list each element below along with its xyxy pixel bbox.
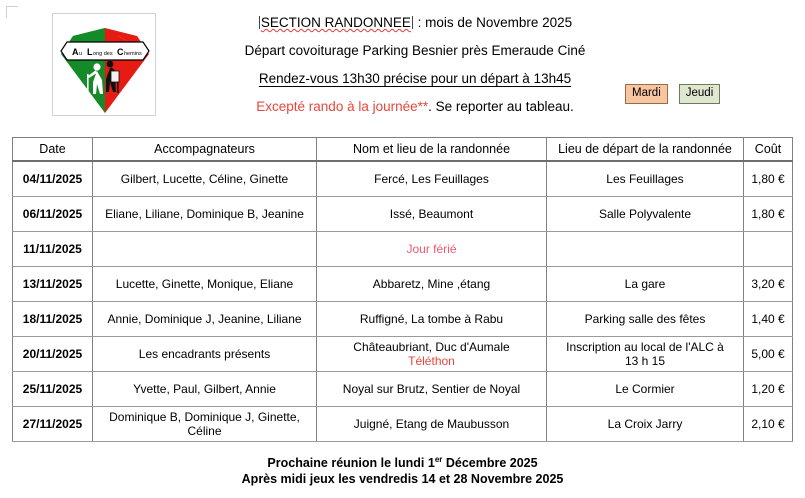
cell-nom-lieu bbox=[317, 302, 547, 337]
day-legend bbox=[625, 83, 731, 104]
logo-banner-initial-a: A bbox=[72, 47, 79, 57]
cell-lieu-depart-line1: Parking salle des fêtes bbox=[584, 312, 706, 326]
cell-accompagnateurs-line1: Les encadrants présents bbox=[138, 347, 271, 361]
table-header-row bbox=[13, 138, 793, 162]
cell-lieu-depart-line1: Le Cormier bbox=[615, 382, 675, 396]
footer-games-note: Après midi jeux les vendredis 14 et 28 Novembre 2025 bbox=[241, 472, 564, 487]
text-cursor-2 bbox=[412, 16, 413, 29]
header-title-main: SECTION RANDONNEE bbox=[260, 15, 411, 30]
cell-accompagnateurs-line1: Dominique B, Dominique J, Ginette, bbox=[109, 410, 300, 424]
table-row bbox=[13, 232, 793, 267]
column-header-date: Date bbox=[13, 138, 93, 162]
cell-accompagnateurs-line1: Yvette, Paul, Gilbert, Annie bbox=[133, 382, 276, 396]
table-row bbox=[13, 372, 793, 407]
cell-nom-lieu-line1: Châteaubriant, Duc d'Aumale bbox=[353, 340, 510, 354]
cell-lieu-depart-line1: Salle Polyvalente bbox=[598, 207, 692, 221]
column-header-lieu-depart: Lieu de départ de la randonnée bbox=[547, 138, 744, 162]
cell-nom-lieu bbox=[317, 337, 547, 372]
cell-lieu-depart bbox=[547, 267, 744, 302]
logo-diamond-icon bbox=[53, 14, 157, 117]
table-row bbox=[13, 267, 793, 302]
svg-text:C: C bbox=[117, 47, 124, 57]
cell-accompagnateurs bbox=[93, 372, 317, 407]
cell-cout: 3,20 € bbox=[744, 267, 793, 302]
cell-accompagnateurs bbox=[93, 161, 317, 197]
cell-date: 18/11/2025 bbox=[13, 302, 93, 337]
table-row bbox=[13, 161, 793, 197]
cell-cout: 1,80 € bbox=[744, 197, 793, 232]
cell-accompagnateurs bbox=[93, 302, 317, 337]
cell-nom-lieu-line1: Abbaretz, Mine ,étang bbox=[372, 277, 491, 291]
text-cursor bbox=[259, 16, 260, 29]
cell-lieu-depart-line2: 13 h 15 bbox=[624, 354, 666, 368]
svg-text:ong des: ong des bbox=[93, 51, 113, 57]
cell-lieu-depart-line1: Les Feuillages bbox=[606, 172, 684, 186]
svg-text:u: u bbox=[79, 51, 83, 57]
cell-nom-lieu-line2: Téléthon bbox=[408, 354, 455, 368]
column-header-nom-lieu: Nom et lieu de la randonnée bbox=[317, 138, 547, 162]
cell-accompagnateurs bbox=[93, 197, 317, 232]
header-title-rest: : mois de Novembre 2025 bbox=[417, 15, 573, 30]
cell-date: 25/11/2025 bbox=[13, 372, 93, 407]
table-row bbox=[13, 407, 793, 442]
cell-date: 04/11/2025 bbox=[13, 161, 93, 197]
cell-date: 20/11/2025 bbox=[13, 337, 93, 372]
cell-nom-lieu bbox=[317, 407, 547, 442]
cell-accompagnateurs-line1: Eliane, Liliane, Dominique B, Jeanine bbox=[105, 207, 304, 221]
cell-cout: 5,00 € bbox=[744, 337, 793, 372]
svg-text:hemins: hemins bbox=[124, 51, 142, 57]
cell-nom-lieu-line1: Issé, Beaumont bbox=[389, 207, 474, 221]
document-footer bbox=[0, 452, 805, 487]
cell-nom-lieu bbox=[317, 161, 547, 197]
cell-date: 27/11/2025 bbox=[13, 407, 93, 442]
svg-text:L: L bbox=[87, 47, 93, 57]
cell-accompagnateurs-line1: Annie, Dominique J, Jeanine, Liliane bbox=[107, 312, 302, 326]
cell-lieu-depart bbox=[547, 372, 744, 407]
header-meeting-point: Départ covoiturage Parking Besnier près Emeraude Ciné bbox=[244, 43, 586, 58]
cell-nom-lieu-line1: Ruffigné, La tombe à Rabu bbox=[359, 312, 504, 326]
cell-date: 11/11/2025 bbox=[13, 232, 93, 267]
footer-next-meeting-b: Décembre 2025 bbox=[442, 456, 538, 471]
cell-accompagnateurs bbox=[93, 407, 317, 442]
cell-accompagnateurs bbox=[93, 337, 317, 372]
cell-nom-lieu-line1: Fercé, Les Feuillages bbox=[374, 172, 489, 186]
cell-lieu-depart bbox=[547, 197, 744, 232]
table-row bbox=[13, 302, 793, 337]
column-header-cout: Coût bbox=[744, 138, 793, 162]
cell-cout: 1,20 € bbox=[744, 372, 793, 407]
club-logo bbox=[52, 13, 156, 116]
footer-next-meeting bbox=[0, 452, 805, 471]
table-row bbox=[13, 197, 793, 232]
cell-cout: 1,40 € bbox=[744, 302, 793, 337]
cell-nom-lieu bbox=[317, 232, 547, 267]
document-header bbox=[0, 0, 805, 128]
cell-date: 06/11/2025 bbox=[13, 197, 93, 232]
cell-lieu-depart-line1: La Croix Jarry bbox=[607, 417, 683, 431]
cell-cout: 1,80 € bbox=[744, 161, 793, 197]
cell-nom-lieu bbox=[317, 197, 547, 232]
cell-date: 13/11/2025 bbox=[13, 267, 93, 302]
cell-lieu-depart bbox=[547, 232, 744, 267]
cell-accompagnateurs-line2: Céline bbox=[187, 424, 222, 438]
cell-accompagnateurs bbox=[93, 232, 317, 267]
legend-badge-jeudi[interactable]: Jeudi bbox=[679, 84, 721, 104]
header-title-line bbox=[180, 15, 650, 31]
cell-nom-lieu-line1: Juigné, Etang de Maubusson bbox=[353, 417, 510, 431]
header-departure-time: Rendez-vous 13h30 précise pour un départ à 13h45 bbox=[258, 71, 572, 86]
cell-lieu-depart-line1: Inscription au local de l'ALC à bbox=[566, 340, 724, 354]
footer-ordinal-suffix: er bbox=[434, 455, 443, 464]
cell-lieu-depart bbox=[547, 302, 744, 337]
cell-nom-lieu bbox=[317, 267, 547, 302]
header-exception-note-black: . Se reporter au tableau. bbox=[428, 99, 574, 114]
column-header-accompagnateurs: Accompagnateurs bbox=[93, 138, 317, 162]
cell-nom-lieu bbox=[317, 372, 547, 407]
cell-accompagnateurs bbox=[93, 267, 317, 302]
cell-cout bbox=[744, 232, 793, 267]
cell-accompagnateurs-line1: Gilbert, Lucette, Céline, Ginette bbox=[120, 172, 289, 186]
cell-accompagnateurs-line1: Lucette, Ginette, Monique, Eliane bbox=[115, 277, 294, 291]
cell-lieu-depart bbox=[547, 337, 744, 372]
cell-lieu-depart bbox=[547, 407, 744, 442]
legend-badge-mardi[interactable]: Mardi bbox=[625, 84, 668, 104]
header-exception-note-red: Excepté rando à la journée** bbox=[256, 99, 429, 114]
schedule-table-body bbox=[13, 161, 793, 442]
cell-lieu-depart bbox=[547, 161, 744, 197]
cell-nom-lieu-line1: Noyal sur Brutz, Sentier de Noyal bbox=[342, 382, 521, 396]
header-text-block bbox=[180, 8, 650, 127]
table-row bbox=[13, 337, 793, 372]
cell-cout: 2,10 € bbox=[744, 407, 793, 442]
schedule-table bbox=[12, 137, 793, 442]
cell-nom-lieu-line1: Jour férié bbox=[406, 242, 457, 256]
schedule-table-container bbox=[12, 137, 792, 442]
footer-next-meeting-a: Prochaine réunion le lundi 1 bbox=[267, 456, 435, 471]
cell-lieu-depart-line1: La gare bbox=[624, 277, 666, 291]
